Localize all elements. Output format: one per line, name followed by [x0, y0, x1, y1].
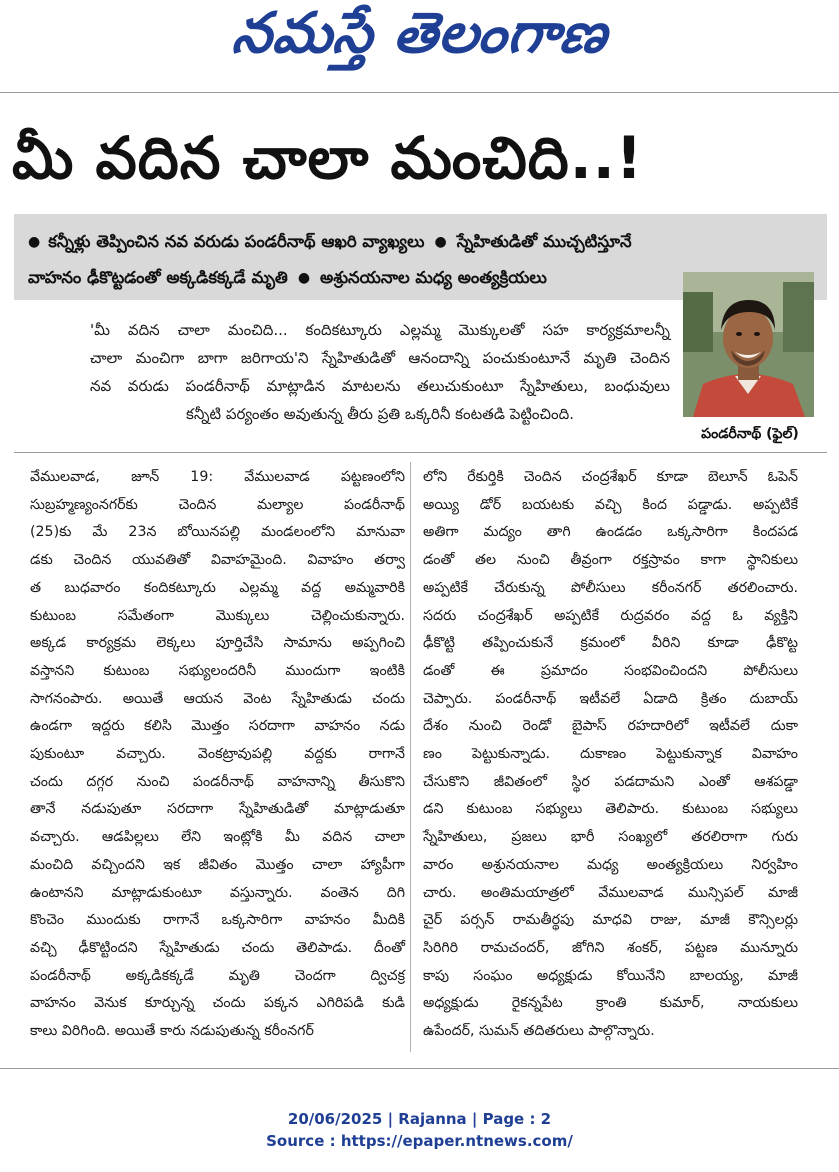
- column-line: వాహనం వెనుక కూర్చున్న చందు పక్కన ఎగిరిపడి కుడి: [30, 995, 405, 1012]
- intro-line: నవ వరుడు పండరీనాథ్ మాట్లాడిన మాటలను తలుచుకుంటూ స్నేహితులు, బంధువులు: [90, 377, 670, 395]
- column-line: పండరీనాథ్ అక్కడికక్కడే మృతి చెందగా ద్విచక్ర: [30, 967, 405, 984]
- column-line: ఉంటానని మాట్లాడుకుంటూ వస్తున్నారు. వంతెన దిగి: [30, 884, 405, 901]
- footer-divider: [0, 1068, 839, 1069]
- column-line: కుటుంబ సమేతంగా మొక్కులు చెల్లించుకున్నారు.: [30, 607, 405, 624]
- person-photo-image: [683, 272, 814, 417]
- photo-caption: పండరీనాథ్ (ఫైల్): [701, 426, 799, 442]
- edition-info: 20/06/2025 | Rajanna | Page : 2: [287, 1110, 552, 1128]
- column-line: డని కుటుంబ సభ్యులు తెలిపారు. కుటుంబ సభ్యులు: [423, 801, 798, 818]
- column-line: అధ్యక్షుడు రైకన్నపేట క్రాంతి కుమార్, నాయకులు: [423, 995, 798, 1012]
- column-line: పుకుంటూ వచ్చారు. వెంకట్రావుపల్లి వద్దకు రాగానే: [30, 746, 405, 763]
- column-line: సాగనంపారు. అయితే ఆయన వెంట స్నేహితుడు చందు: [30, 690, 405, 707]
- column-line: కాపు సంఘం అధ్యక్షుడు కోయినేని బాలయ్య, మాజీ: [423, 967, 798, 984]
- newspaper-masthead: [0, 0, 839, 80]
- column-line: అతిగా మద్యం తాగి ఉండడం ఒక్కసారిగా కిందపడ: [423, 524, 798, 541]
- column-line: మంచిది వచ్చిందని ఇక జీవితం మొత్తం చాలా హ్యాపీగా: [30, 856, 405, 873]
- column-line: సదరు చంద్రశేఖర్ అప్పటికే రుద్రవరం వద్ద ఓ వ్యక్తిని: [423, 607, 798, 624]
- page-footer: [0, 1108, 839, 1152]
- masthead-divider: [0, 92, 839, 93]
- article-column-left: [30, 464, 405, 1046]
- article-column-right: [423, 464, 798, 1046]
- subhead-point-2-cont: వాహనం ఢీకొట్టడంతో అక్కడికక్కడే మృతి: [28, 268, 288, 287]
- column-line: చెప్పారు. పండరీనాథ్ ఇటీవలే ఏడాది క్రితం దుబాయ్: [423, 690, 798, 707]
- article-headline: [12, 120, 827, 210]
- bullet-icon: ●: [297, 270, 311, 286]
- column-line: స్నేహితులు, ప్రజలు భారీ సంఖ్యలో తరలిరాగా గురు: [423, 829, 798, 846]
- column-line: లోని రేకుర్తికి చెందిన చంద్రశేఖర్ కూడా బెలూన్ ఓపెన్: [423, 469, 798, 485]
- bullet-icon: ●: [434, 234, 447, 250]
- column-line: చారు. అంతిమయాత్రలో వేములవాడ మున్సిపల్ మాజీ: [423, 884, 798, 901]
- column-line: అయ్యి డోర్ బయటకు వచ్చి కింద పడ్డాడు. అప్పటికే: [423, 496, 798, 513]
- column-line: వేములవాడ, జూన్ 19: వేములవాడ పట్టణంలోని: [30, 469, 405, 485]
- subhead-point-3: అశ్రునయనాల మధ్య అంత్యక్రియలు: [320, 268, 547, 287]
- source-link[interactable]: Source : https://epaper.ntnews.com/: [266, 1132, 573, 1150]
- column-line: చైర్ పర్సన్ రామతీర్థపు మాధవి రాజు, మాజీ కౌన్సిలర్లు: [423, 912, 798, 929]
- headline-text: మీ వదిన చాలా మంచిది..!: [12, 123, 644, 192]
- subhead-point-2: స్నేహితుడితో ముచ్చటిస్తూనే: [456, 232, 632, 251]
- subhead-point-1: కన్నీళ్లు తెప్పించిన నవ వరుడు పండరీనాథ్ ఆఖరి వ్యాఖ్యలు: [48, 232, 425, 251]
- column-line: వారం అశ్రునయనాల మధ్య అంత్యక్రియలు నిర్వహిం: [423, 856, 798, 873]
- column-line: సిరిగిరి రామచందర్, జోగిని శంకర్, పట్టణ మున్నూరు: [423, 939, 798, 956]
- column-line: డంతో ఈ ప్రమాదం సంభవించిందని పోలీసులు: [423, 662, 798, 679]
- intro-line: 'మీ వదిన చాలా మంచిది... కందికట్కూరు ఎల్లమ్మ మొక్కులతో సహ కార్యక్రమాలన్నీ: [90, 321, 670, 339]
- bullet-icon: ●: [28, 234, 41, 250]
- column-line: కొంచెం ముందుకు రాగానే ఒక్కసారిగా వాహనం మీదికి: [30, 912, 405, 929]
- column-line: తానే నడుపుతూ సరదాగా స్నేహితుడితో మాట్లాడుతూ: [30, 801, 405, 818]
- column-line: సుబ్రహ్మణ్యంనగర్‌కు చెందిన మల్యాల పండరీనాథ్: [30, 496, 405, 513]
- column-line: డంతో తల నుంచి తీవ్రంగా రక్తస్రావం కాగా స్థానికులు: [423, 552, 798, 569]
- column-line: అక్కడ కార్యక్రమ లెక్కలు పూర్తిచేసి సామాను అప్పగించి: [30, 635, 405, 652]
- column-line: త బుధవారం కందికట్కూరు ఎల్లమ్మ వద్ద అమ్మవారికి: [30, 579, 405, 596]
- column-line: అప్పటికే చేరుకున్న పోలీసులు కరీంనగర్ తరలించారు.: [423, 579, 798, 596]
- intro-divider: [14, 452, 827, 453]
- column-line: ఢీకొట్టి తప్పించుకునే క్రమంలో వీరిని కూడా ఢీకొట్ట: [423, 635, 798, 652]
- column-line: వస్తానని కుటుంబ సభ్యులందరినీ ముందుగా ఇంటికి: [30, 662, 405, 679]
- article-intro: [90, 316, 670, 428]
- column-line: చందు దగ్గర నుంచి పండరీనాథ్ వాహనాన్ని తీసుకొని: [30, 773, 405, 790]
- intro-line: చాలా మంచిగా బాగా జరిగాయ'ని స్నేహితుడితో ఆనందాన్ని పంచుకుంటూనే మృతి చెందిన: [90, 349, 670, 367]
- column-line: వచ్చారు. ఆడపిల్లలు లేని ఇంట్లోకి మీ వదిన చాలా: [30, 829, 405, 846]
- column-line: ఉండగా ఇద్దరు కలిసి మొత్తం సరదాగా వాహనం నడు: [30, 718, 405, 735]
- column-line: కాలు విరిగింది. అయితే కారు నడుపుతున్న కరీంనగర్: [30, 1023, 314, 1040]
- masthead-logo-text: నమస్తే తెలంగాణ: [229, 0, 612, 66]
- column-line: ఉపేందర్, సుమన్ తదితరులు పాల్గొన్నారు.: [423, 1023, 655, 1040]
- column-divider: [410, 462, 411, 1052]
- person-photo: [683, 272, 814, 417]
- column-line: వచ్చి ఢీకొట్టిందని స్నేహితుడు చందు తెలిపాడు. దీంతో: [30, 939, 405, 956]
- subhead-line-1: [28, 224, 815, 260]
- column-line: దేశం నుంచి రెండో బైపాస్ రహదారిలో ఇటీవలే దుకా: [423, 718, 798, 735]
- column-line: డకు చెందిన యువతితో వివాహమైంది. వివాహం తర్వా: [30, 552, 405, 569]
- column-line: (25)కు మే 23న బోయినపల్లి మండలంలోని మానువా: [30, 524, 405, 541]
- column-line: ణం పెట్టుకున్నాడు. దుకాణం పెట్టుకున్నాక వివాహం: [423, 746, 798, 763]
- intro-line: కన్నీటి పర్యంతం అవుతున్న తీరు ప్రతి ఒక్కరినీ కంటతడి పెట్టించింది.: [186, 405, 574, 423]
- column-line: చేసుకొని జీవితంలో స్థిర పడదామని ఎంతో ఆశపడ్డా: [423, 773, 798, 790]
